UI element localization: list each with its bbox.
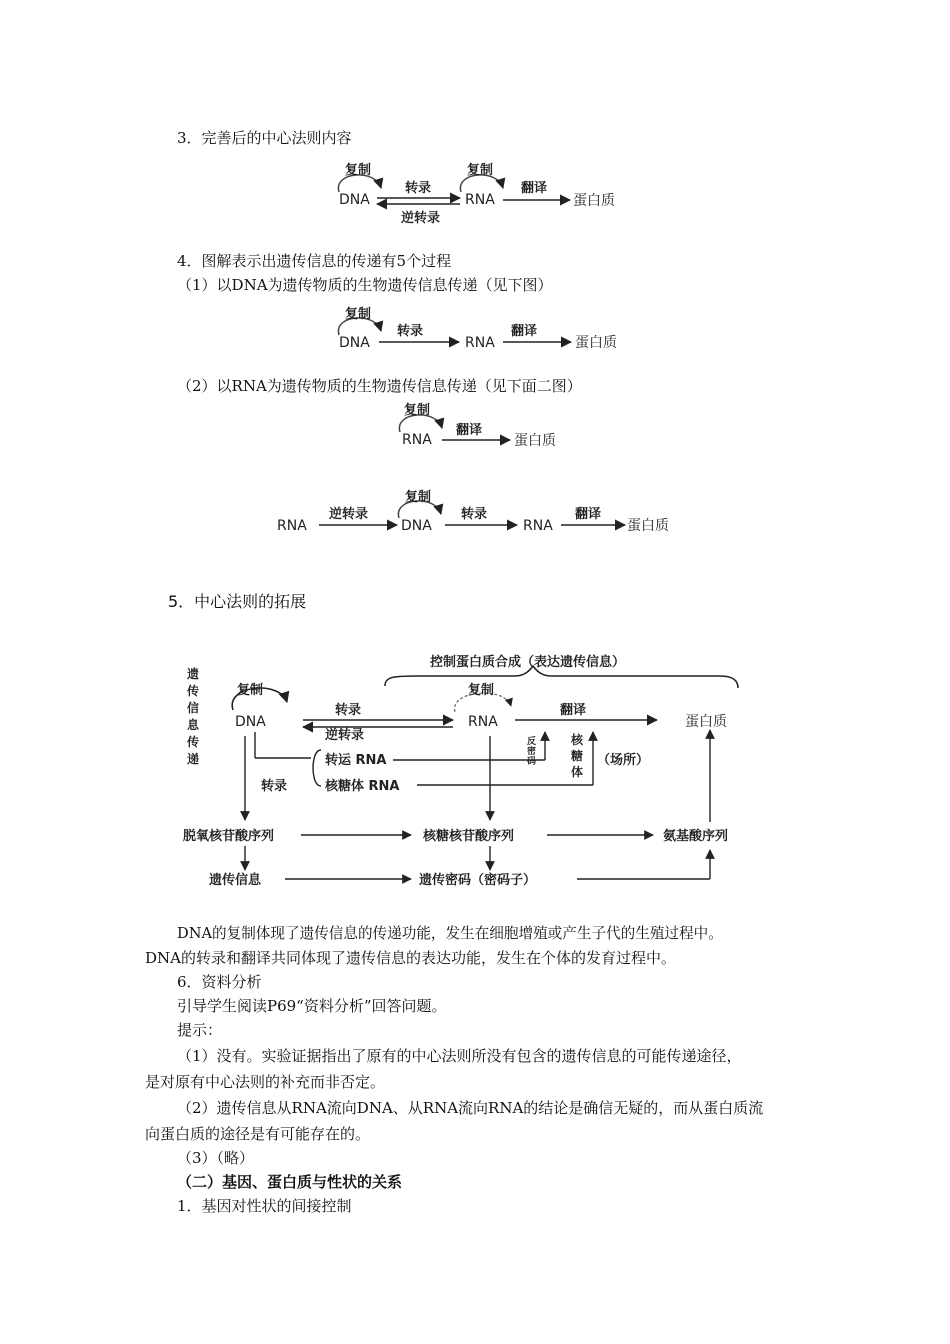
side-label bbox=[186, 666, 200, 766]
svg-text:糖: 糖 bbox=[571, 749, 584, 763]
ribo-seq-label: 核糖核苷酸序列 bbox=[423, 829, 515, 844]
paragraph-line: DNA的复制体现了遗传信息的传递功能，发生在细胞增殖或产生子代的生殖过程中。 bbox=[177, 925, 723, 942]
hint-2-line: 向蛋白质的途径是有可能存在的。 bbox=[145, 1125, 371, 1143]
reverse-transcription-label: 逆转录 bbox=[325, 728, 365, 743]
central-dogma-full-diagram bbox=[325, 160, 635, 235]
dna-node: DNA bbox=[339, 335, 370, 351]
rna-node: RNA bbox=[465, 335, 495, 351]
rna-node: RNA bbox=[523, 518, 553, 534]
protein-node: 蛋白质 bbox=[573, 193, 615, 209]
svg-text:传: 传 bbox=[187, 684, 200, 698]
translation-label: 翻译 bbox=[575, 507, 602, 522]
transcription-label: 转录 bbox=[397, 324, 424, 339]
site-label: （场所） bbox=[597, 753, 650, 768]
rna-node: RNA bbox=[468, 714, 498, 730]
genetic-code-label: 遗传密码（密码子） bbox=[419, 873, 537, 888]
subsection-2-title: （二）基因、蛋白质与性状的关系 bbox=[177, 1173, 403, 1191]
section-4-item-1: （1）以DNA为遗传物质的生物遗传信息传递（见下图） bbox=[177, 276, 553, 294]
svg-text:核: 核 bbox=[571, 733, 584, 747]
reverse-transcription-label: 逆转录 bbox=[329, 507, 369, 522]
paragraph-line: DNA的转录和翻译共同体现了遗传信息的表达功能，发生在个体的发育过程中。 bbox=[145, 949, 676, 967]
hint-1-line: 是对原有中心法则的补充而非否定。 bbox=[145, 1073, 386, 1091]
rna-node: RNA bbox=[277, 518, 307, 534]
dna-node: DNA bbox=[401, 518, 432, 534]
translation-label: 翻译 bbox=[511, 324, 538, 339]
section-4-item-2: （2）以RNA为遗传物质的生物遗传信息传递（见下面二图） bbox=[177, 377, 582, 395]
hint-3: （3）（略） bbox=[177, 1149, 255, 1167]
genetic-info-label: 遗传信息 bbox=[209, 873, 262, 888]
replication-label: 复制 bbox=[345, 163, 372, 178]
translation-label: 翻译 bbox=[560, 703, 587, 718]
protein-node: 蛋白质 bbox=[627, 518, 669, 534]
deoxy-seq-label: 脱氧核苷酸序列 bbox=[183, 829, 275, 844]
section-4-title: 4．图解表示出遗传信息的传递有5个过程 bbox=[177, 252, 452, 270]
replication-label: 复制 bbox=[404, 403, 431, 418]
replication-label: 复制 bbox=[405, 490, 432, 505]
central-dogma-extension-diagram bbox=[175, 640, 775, 900]
svg-text:码: 码 bbox=[527, 757, 537, 767]
replication-label: 复制 bbox=[237, 683, 264, 698]
reverse-transcription-label: 逆转录 bbox=[401, 211, 441, 226]
translation-label: 翻译 bbox=[456, 423, 483, 438]
translation-label: 翻译 bbox=[521, 181, 548, 196]
section-6-intro: 引导学生阅读P69“资料分析”回答问题。 bbox=[177, 997, 447, 1015]
ribosome-label bbox=[570, 732, 584, 779]
subsection-2-item-1: 1．基因对性状的间接控制 bbox=[177, 1197, 352, 1215]
section-3-title: 3．完善后的中心法则内容 bbox=[177, 129, 352, 147]
trna-label: 转运 RNA bbox=[325, 753, 387, 768]
brace-label: 控制蛋白质合成（表达遗传信息） bbox=[430, 655, 626, 670]
reverse-transcription-diagram bbox=[275, 488, 695, 540]
transcription-label: 转录 bbox=[405, 181, 432, 196]
rrna-label: 核糖体 RNA bbox=[325, 779, 400, 794]
protein-node: 蛋白质 bbox=[575, 335, 617, 351]
aa-seq-label: 氨基酸序列 bbox=[663, 829, 729, 844]
transcription-label: 转录 bbox=[261, 779, 288, 794]
replication-label: 复制 bbox=[345, 307, 372, 322]
hint-label: 提示： bbox=[177, 1021, 223, 1039]
replication-label: 复制 bbox=[468, 683, 495, 698]
rna-node: RNA bbox=[402, 432, 432, 448]
section-6-title: 6．资料分析 bbox=[177, 973, 262, 991]
replication-label: 复制 bbox=[467, 163, 494, 178]
svg-text:递: 递 bbox=[187, 752, 200, 766]
protein-node: 蛋白质 bbox=[514, 433, 556, 449]
dna-node: DNA bbox=[339, 192, 370, 208]
svg-text:传: 传 bbox=[187, 735, 200, 749]
protein-node: 蛋白质 bbox=[685, 714, 727, 730]
dna-pathway-diagram bbox=[325, 305, 635, 355]
transcription-label: 转录 bbox=[461, 507, 488, 522]
rna-replication-diagram bbox=[390, 400, 590, 450]
svg-text:遗: 遗 bbox=[187, 667, 200, 681]
svg-text:体: 体 bbox=[571, 765, 584, 779]
svg-text:反: 反 bbox=[527, 737, 537, 747]
anticodon-label bbox=[526, 735, 536, 767]
hint-1-line: （1）没有。实验证据指出了原有的中心法则所没有包含的遗传信息的可能传递途径， bbox=[177, 1047, 742, 1065]
section-5-title: 5．中心法则的拓展 bbox=[168, 592, 307, 611]
hint-2-line: （2）遗传信息从RNA流向DNA、从RNA流向RNA的结论是确信无疑的，而从蛋白质流 bbox=[177, 1099, 764, 1117]
dna-node: DNA bbox=[235, 714, 266, 730]
transcription-label: 转录 bbox=[335, 703, 362, 718]
rna-node: RNA bbox=[465, 192, 495, 208]
svg-text:密: 密 bbox=[527, 747, 537, 757]
svg-text:息: 息 bbox=[187, 718, 200, 732]
svg-text:信: 信 bbox=[187, 701, 200, 715]
